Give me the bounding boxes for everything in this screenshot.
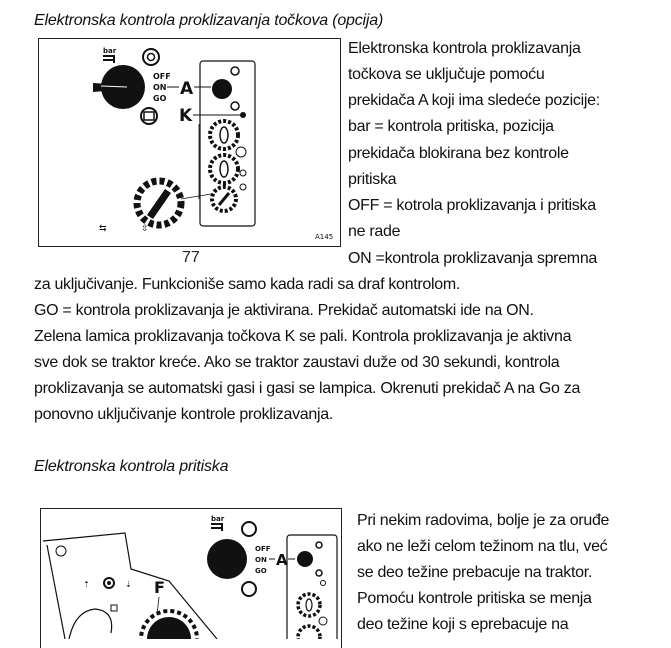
- figure-pressure-control-panel: [40, 508, 342, 648]
- dial-icon: [210, 121, 238, 149]
- text-line: deo težine koji s eprebacuje na: [357, 616, 569, 633]
- figure-label: bar: [211, 515, 225, 523]
- section-heading-wheel-slip: Elektronska kontrola proklizavanja točkova (opcija): [34, 12, 384, 29]
- label-a: A: [276, 551, 288, 569]
- text-line: prekidača blokirana bez kontrole: [348, 145, 569, 162]
- wheel-slip-icon: [141, 108, 157, 124]
- hitch-icon: [83, 578, 132, 589]
- text-line: sve dok se traktor kreće. Ako se traktor zaustavi duže od 30 sekundi, kontrola: [34, 354, 560, 371]
- small-switch-knob: [297, 551, 313, 567]
- draft-control-dial-icon: [137, 181, 181, 225]
- text-line: pritiska: [348, 171, 397, 188]
- small-switch-knob: [212, 79, 232, 99]
- figure-code: A145: [315, 233, 334, 241]
- figure-caption: 77: [182, 249, 200, 266]
- text-line: OFF = kotrola proklizavanja i pritiska: [348, 197, 596, 214]
- label-a: A: [180, 79, 194, 99]
- text-line: proklizavanja se automatski gasi i gasi se lampica. Okrenuti prekidač A na Go za: [34, 380, 581, 397]
- label-k: K: [179, 106, 193, 126]
- label-on: ON: [255, 556, 267, 564]
- wheel-slip-icon: [242, 582, 256, 596]
- text-line: točkova se uključuje pomoću: [348, 66, 545, 83]
- text-line: Pomoću kontrole pritiska se menja: [357, 590, 592, 607]
- text-line: bar = kontrola pritiska, pozicija: [348, 118, 554, 135]
- position-icon: ⇆: [99, 223, 107, 233]
- text-line: ako ne leži celom težinom na tlu, već: [357, 538, 608, 555]
- text-line: Zelena lamica proklizavanja točkova K se pali. Kontrola proklizavanja je aktivna: [34, 328, 572, 345]
- figure-label: bar: [103, 47, 117, 55]
- figure-wheel-slip-panel: [38, 38, 341, 247]
- section-heading-pressure-control: Elektronska kontrola pritiska: [34, 458, 229, 475]
- indicator-lamp-icon: [240, 112, 246, 118]
- dial-icon: [210, 155, 238, 183]
- dial-icon: [212, 187, 236, 211]
- svg-text:⇡: ⇡: [83, 580, 90, 589]
- depth-icon: ⇳: [141, 223, 149, 233]
- text-line: za uključivanje. Funkcioniše samo kada radi sa draf kontrolom.: [34, 276, 461, 293]
- sub-panel: [287, 535, 337, 639]
- panel-illustration: [39, 39, 339, 245]
- svg-text:⇣: ⇣: [125, 580, 132, 589]
- gauge-icon: [143, 49, 159, 65]
- label-off: OFF: [255, 545, 271, 553]
- text-line: ponovno uključivanje kontrole proklizavanja.: [34, 406, 333, 423]
- text-line: Pri nekim radovima, bolje je za oruđe: [357, 512, 610, 529]
- label-off: OFF: [153, 72, 171, 81]
- text-line: prekidača A koji ima sledeće pozicije:: [348, 92, 600, 109]
- main-switch-knob: [207, 539, 247, 579]
- text-line: GO = kontrola proklizavanja je aktivirana. Prekidač automatski ide na ON.: [34, 302, 534, 319]
- text-line: Elektronska kontrola proklizavanja: [348, 40, 581, 57]
- text-line: ON =kontrola proklizavanja spremna: [348, 250, 598, 267]
- dial-icon: [298, 626, 320, 639]
- label-f: F: [154, 578, 165, 597]
- dial-icon: [298, 594, 320, 616]
- label-go: GO: [255, 567, 267, 575]
- gauge-icon: [242, 522, 256, 536]
- text-line: se deo težine prebacuje na traktor.: [357, 564, 592, 581]
- panel-illustration: [41, 509, 341, 639]
- bar-icon: [103, 47, 117, 63]
- bar-icon: [211, 515, 225, 531]
- main-switch-knob: [93, 65, 145, 109]
- label-go: GO: [153, 94, 167, 103]
- text-line: ne rade: [348, 223, 401, 240]
- label-on: ON: [153, 83, 167, 92]
- pressure-dial-icon: [141, 611, 197, 639]
